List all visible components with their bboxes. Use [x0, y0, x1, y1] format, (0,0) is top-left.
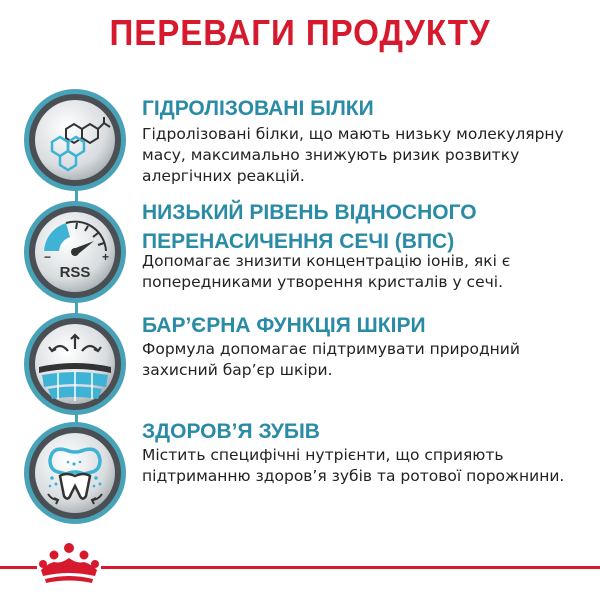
- feature-title-dental-health: ЗДОРОВ’Я ЗУБІВ: [142, 420, 320, 443]
- svg-text:+: +: [102, 250, 110, 264]
- feature-text-hydrolyzed-protein: Гідролізовані білки, що мають низьку молекулярну масу, максимально знижують ризик розвитку алергічних реакцій.: [142, 125, 564, 185]
- feature-title-skin-barrier: БАР’ЄРНА ФУНКЦІЯ ШКІРИ: [142, 314, 426, 337]
- feature-title-hydrolyzed-protein: ГІДРОЛІЗОВАНІ БІЛКИ: [142, 97, 374, 120]
- svg-text:−: −: [44, 250, 52, 264]
- feature-text-dental-health: Містить специфічні нутрієнти, що сприяють підтриманню здоров’я зубів та ротової порожнини.: [142, 446, 565, 485]
- feature-title-rss: НИЗЬКИЙ РІВЕНЬ ВІДНОСНОГО ПЕРЕНАСИЧЕННЯ СЕЧІ (ВПС): [142, 201, 477, 253]
- tooth-icon: [22, 420, 128, 526]
- royal-canin-crown-logo: [37, 540, 101, 586]
- rss-label: RSS: [59, 264, 91, 281]
- page-title: ПЕРЕВАГИ ПРОДУКТУ: [109, 12, 491, 53]
- feature-text-skin-barrier: Формула допомагає підтримувати природний захисний бар’єр шкіри.: [142, 340, 520, 379]
- rss-gauge-icon: [22, 199, 128, 305]
- skin-barrier-icon: [22, 311, 128, 417]
- feature-text-rss: Допомагає знизити концентрацію іонів, які є попередниками утворення кристалів у сечі.: [142, 252, 511, 291]
- molecule-icon: [22, 87, 128, 193]
